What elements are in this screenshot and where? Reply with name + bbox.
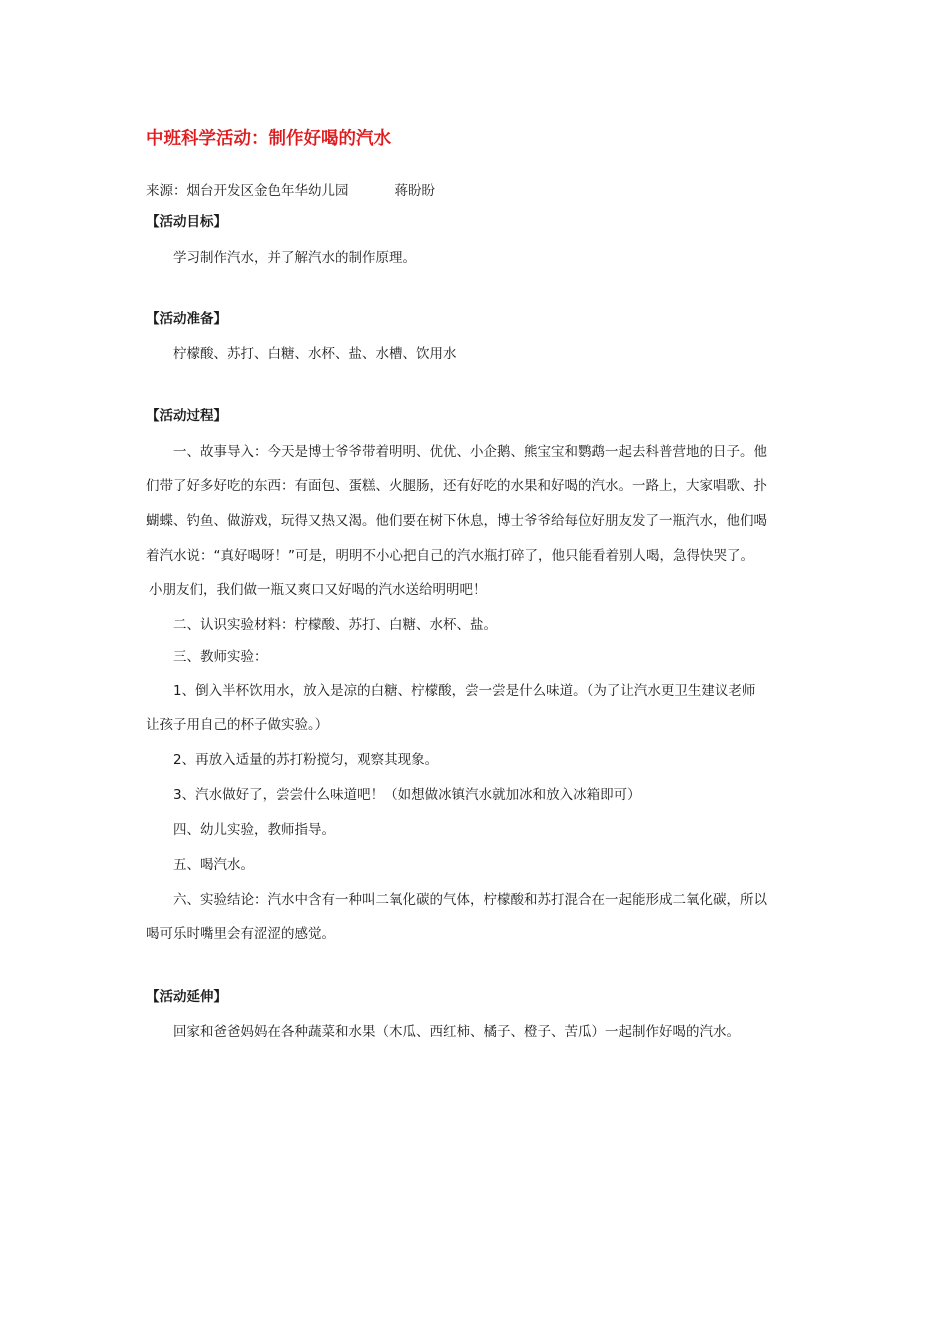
author-name: 蒋盼盼 [394,183,435,199]
process-line: 蝴蝶、钓鱼、做游戏，玩得又热又渴。他们要在树下休息，博士爷爷给每位好朋友发了一瓶汽水，他们喝 [146,513,767,529]
process-line: 2、再放入适量的苏打粉搅匀，观察其现象。 [173,752,439,768]
process-line: 五、喝汽水。 [173,857,254,873]
process-line: 小朋友们，我们做一瓶又爽口又好喝的汽水送给明明吧！ [149,582,487,598]
source-line [146,179,435,199]
process-line: 喝可乐时嘴里会有涩涩的感觉。 [146,926,335,942]
goal-text: 学习制作汽水，并了解汽水的制作原理。 [173,250,416,266]
process-line: 1、倒入半杯饮用水，放入是凉的白糖、柠檬酸，尝一尝是什么味道。（为了让汽水更卫生建议老师 [173,683,756,699]
extension-text: 回家和爸爸妈妈在各种蔬菜和水果（木瓜、西红柿、橘子、橙子、苦瓜）一起制作好喝的汽水。 [173,1024,740,1040]
process-line: 让孩子用自己的杯子做实验。） [146,717,329,733]
process-line: 二、认识实验材料：柠檬酸、苏打、白糖、水杯、盐。 [173,617,497,633]
process-line: 三、教师实验： [173,649,268,665]
process-line: 着汽水说：“真好喝呀！”可是，明明不小心把自己的汽水瓶打碎了，他只能看着别人喝，急得快哭了。 [146,548,754,564]
source-label: 来源：烟台开发区金色年华幼儿园 [146,183,349,199]
process-line: 六、实验结论：汽水中含有一种叫二氧化碳的气体，柠檬酸和苏打混合在一起能形成二氧化碳，所以 [173,892,767,908]
process-line: 3、汽水做好了，尝尝什么味道吧！（如想做冰镇汽水就加冰和放入冰箱即可） [173,787,641,803]
document-title: 中班科学活动：制作好喝的汽水 [146,129,391,149]
process-line: 四、幼儿实验，教师指导。 [173,822,335,838]
process-heading: 【活动过程】 [146,408,227,424]
extension-heading: 【活动延伸】 [146,989,227,1005]
process-line: 们带了好多好吃的东西：有面包、蛋糕、火腿肠，还有好吃的水果和好喝的汽水。一路上，大家唱歌、扑 [146,478,767,494]
prep-text: 柠檬酸、苏打、白糖、水杯、盐、水槽、饮用水 [173,346,457,362]
prep-heading: 【活动准备】 [146,311,227,327]
process-line: 一、故事导入：今天是博士爷爷带着明明、优优、小企鹅、熊宝宝和鹦鹉一起去科普营地的日子。他 [173,444,767,460]
goal-heading: 【活动目标】 [146,214,227,230]
